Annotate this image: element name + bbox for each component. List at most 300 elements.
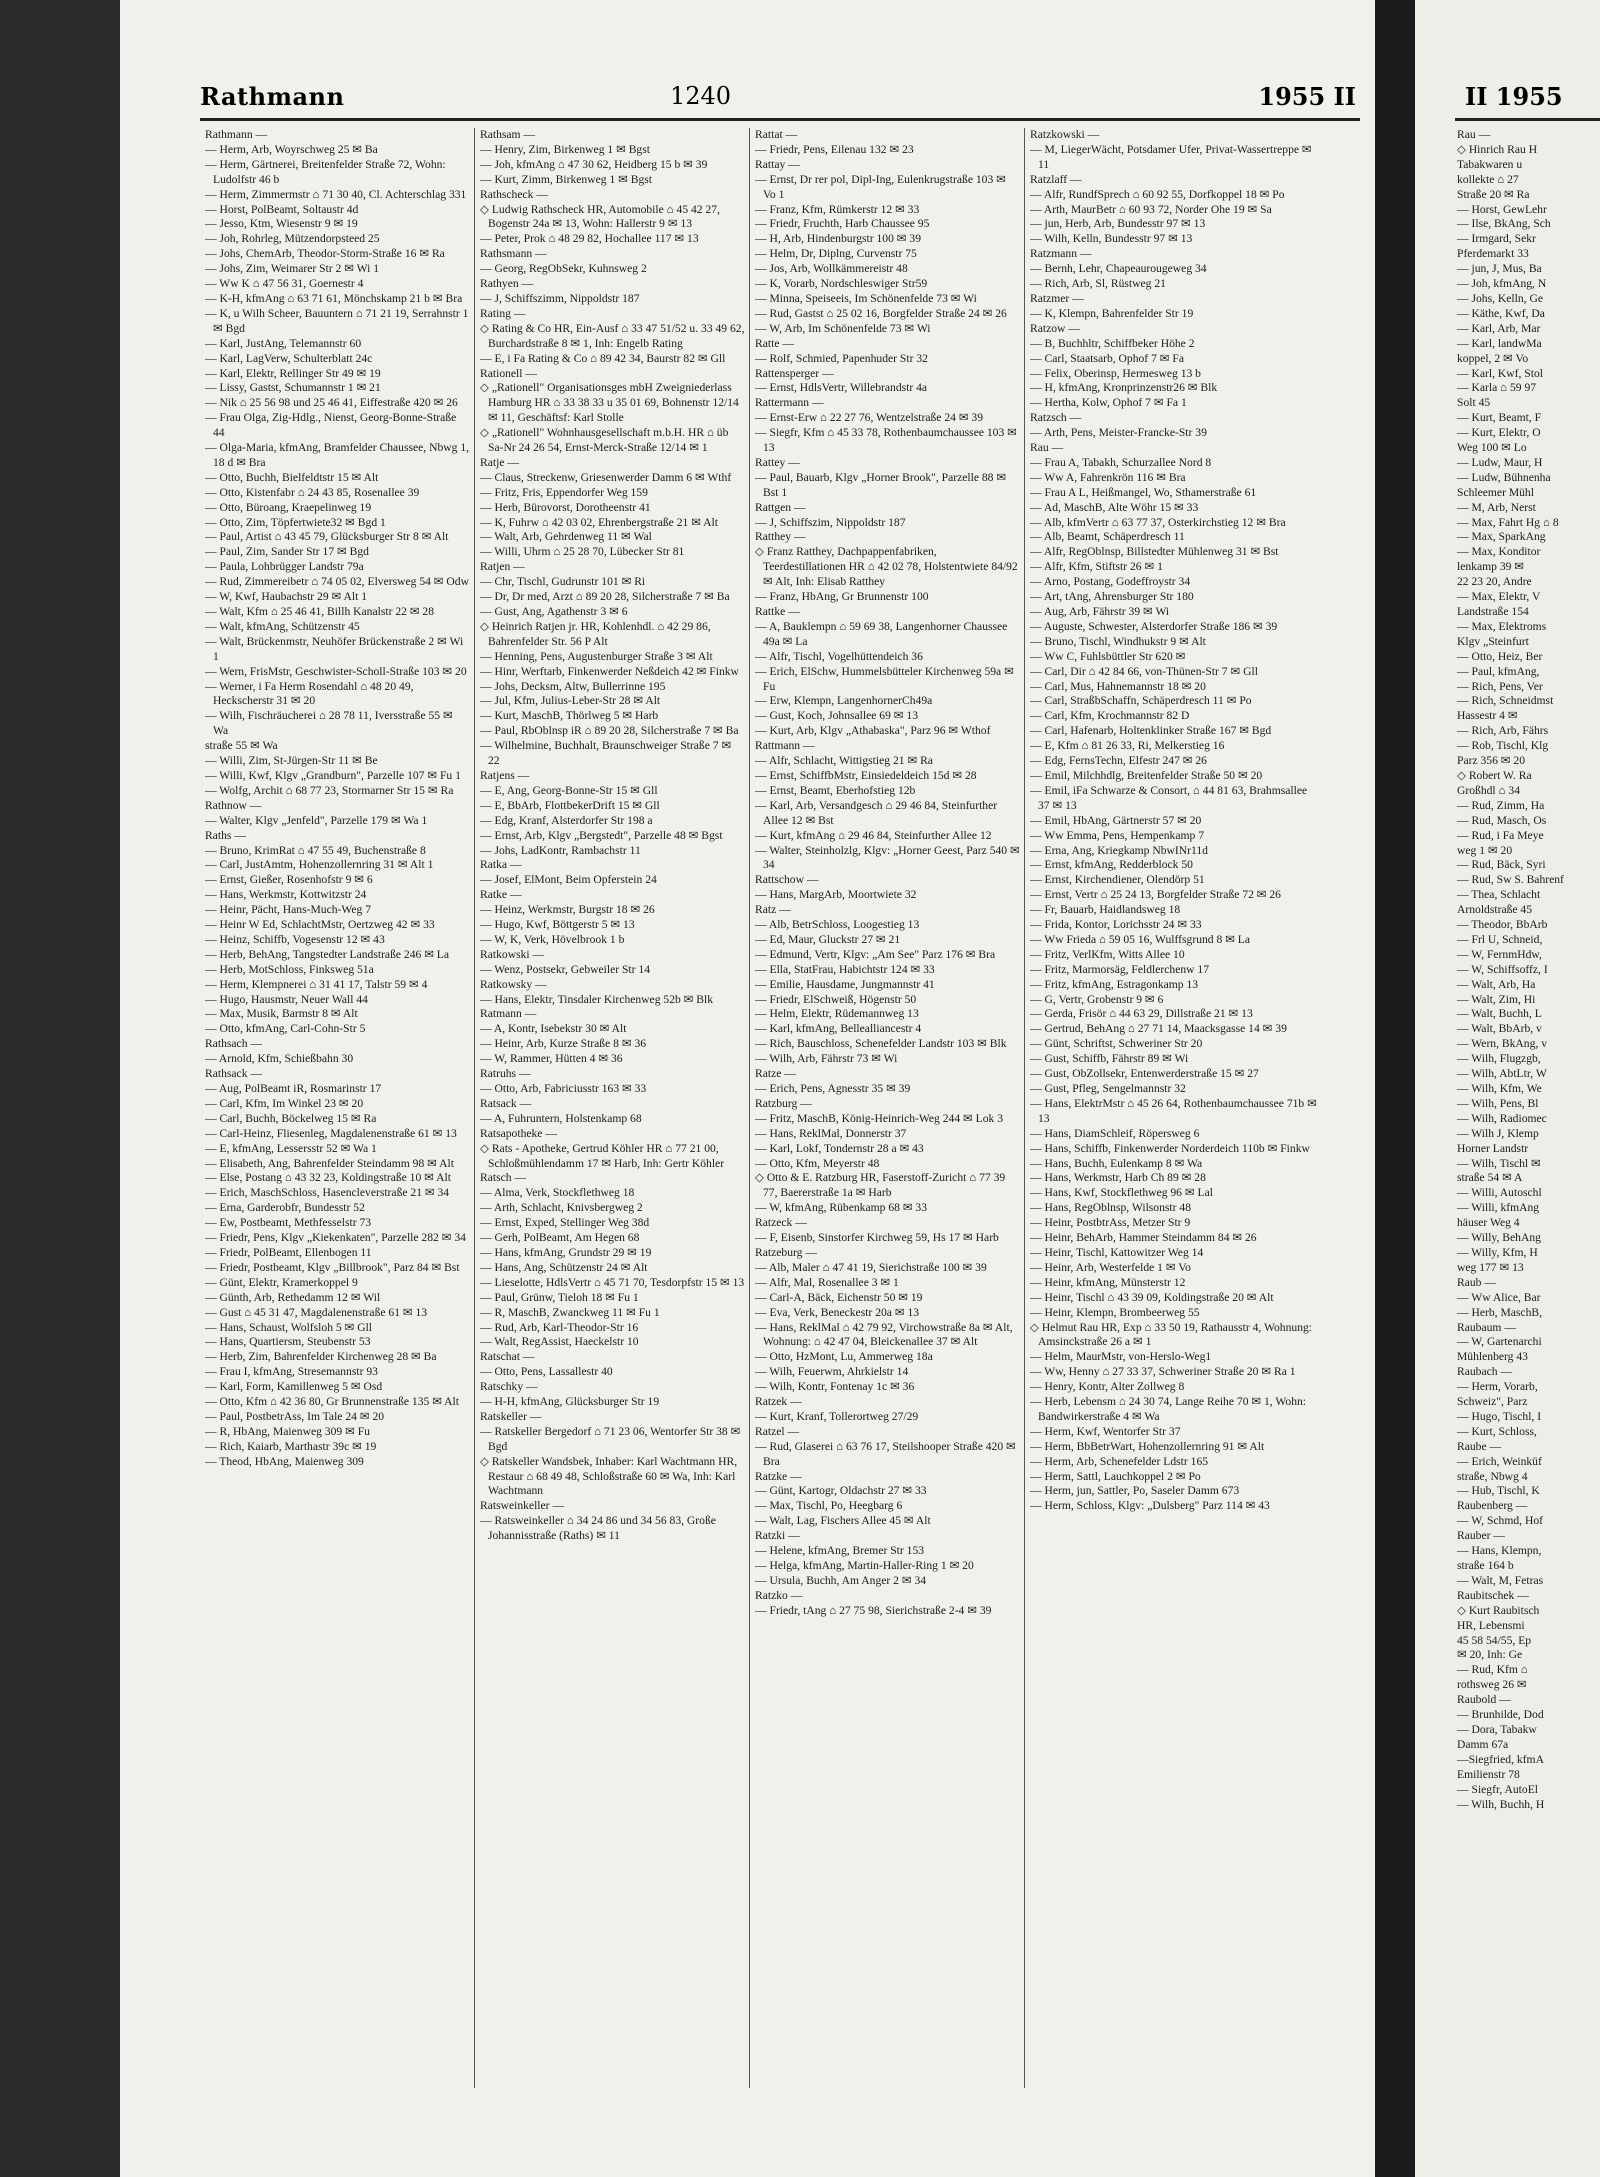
directory-entry: — Walter, Steinholzlg, Klgv: „Horner Geest, Parz 540 ✉ 34 [755,843,1020,872]
directory-entry: — Hugo, Kwf, Böttgerstr 5 ✉ 13 [480,918,635,932]
facing-page-line: 22 23 20, Andre [1457,575,1532,589]
facing-page-line: Tabakwaren u [1457,157,1523,171]
directory-entry: — Gust, ObZollsekr, Entenwerderstraße 15 ✉ 27 [1030,1067,1259,1081]
directory-entry: — Hugo, Hausmstr, Neuer Wall 44 [205,992,368,1006]
directory-entry: — Bruno, Tischl, Windhukstr 9 ✉ Alt [1030,634,1206,648]
surname-heading: Ratzel — [755,1424,800,1438]
facing-page-line: — Karl, Kwf, Stol [1457,366,1543,380]
directory-entry: — Hans, Kwf, Stockflethweg 96 ✉ Lal [1030,1186,1213,1200]
directory-entry: — Frau Olga, Zig-Hdlg., Nienst, Georg-Bonne-Straße 44 [205,411,457,440]
directory-entry: — Wenz, Postsekr, Gebweiler Str 14 [480,962,651,976]
directory-entry: — Ella, StatFrau, Habichtstr 124 ✉ 33 [755,962,935,976]
directory-entry: — Max, Tischl, Po, Heegbarg 6 [755,1499,903,1513]
directory-column-1 [205,128,470,2088]
directory-entry: — Edg, FernsTechn, Elfestr 247 ✉ 26 [1030,754,1207,768]
surname-heading: Rattat — [755,128,798,141]
surname-heading: Ratzki — [755,1529,800,1543]
directory-entry: — Otto, Pens, Lassallestr 40 [480,1365,613,1379]
directory-entry: — Georg, RegObSekr, Kuhnsweg 2 [480,262,647,276]
facing-page-line: — Rich, Arb, Fährs [1457,724,1549,738]
directory-entry: — Johs, LadKontr, Rambachstr 11 [480,843,641,857]
facing-page-line: — jun, J, Mus, Ba [1457,262,1542,276]
directory-entry: — Ad, MaschB, Alte Wöhr 15 ✉ 33 [1030,500,1199,514]
column-divider [749,128,750,2088]
surname-heading: Rathsam — [480,128,536,141]
facing-page-line: — Rud, Bäck, Syri [1457,858,1546,872]
directory-entry: — Nik ⌂ 25 56 98 und 25 46 41, Eiffestraße 420 ✉ 26 [205,396,458,410]
facing-page-line: — Dora, Tabakw [1457,1722,1537,1736]
surname-heading: Ratje — [480,455,519,469]
facing-page-line: — Rud, i Fa Meye [1457,828,1544,842]
surname-heading: Ratzkowski — [1030,128,1100,141]
facing-page-line: — Rud, Masch, Os [1457,813,1547,827]
directory-entry: — Gust, Pfleg, Sengelmannstr 32 [1030,1082,1186,1095]
facing-page-line: rothsweg 26 ✉ [1457,1678,1527,1692]
directory-entry: — A, Fuhruntern, Holstenkamp 68 [480,1111,642,1125]
directory-entry: — Carl, Kfm, Krochmannstr 82 D [1030,709,1190,723]
facing-page-line: — Theodor, BbArb [1457,918,1548,932]
facing-page-line: — Rich, Schneidmst [1457,694,1554,708]
directory-entry: — Bernh, Lehr, Chapeaurougeweg 34 [1030,262,1207,276]
surname-heading: Ratjens — [480,768,530,782]
facing-page-line: Raube — [1457,1439,1502,1453]
directory-entry: — Rich, Kaiarb, Marthastr 39c ✉ 19 [205,1439,377,1453]
facing-page-line: Parz 356 ✉ 20 [1457,754,1525,768]
facing-page-line: — Hans, Klempn, [1457,1544,1542,1558]
directory-entry: — Hans, Werkmstr, Kottwitzstr 24 [205,888,367,902]
facing-page-line: — Kurt, Beamt, F [1457,411,1542,425]
surname-heading: Ratte — [755,336,794,350]
directory-entry: ◇ Otto & E. Ratzburg HR, Faserstoff-Zuricht ⌂ 77 39 77, Baererstraße 1a ✉ Harb [755,1171,1006,1200]
directory-entry: — Peter, Prok ⌂ 48 29 82, Hochallee 117 ✉ 13 [480,232,699,246]
directory-entry: — J, Schiffszimm, Nippoldstr 187 [480,291,640,305]
directory-entry: — Rud, Glaserei ⌂ 63 76 17, Steilshooper Straße 420 ✉ Bra [755,1439,1016,1468]
directory-entry: — E, i Fa Rating & Co ⌂ 89 42 34, Baurstr 82 ✉ Gll [480,351,726,365]
directory-entry: — Friedr, PolBeamt, Ellenbogen 11 [205,1245,372,1259]
directory-entry: — Karl, Lokf, Tondernstr 28 a ✉ 43 [755,1141,924,1155]
directory-entry: — Wilh, Kelln, Bundesstr 97 ✉ 13 [1030,232,1193,246]
facing-page-line: straße, Nbwg 4 [1457,1469,1528,1483]
directory-entry: — Willi, Uhrm ⌂ 25 28 70, Lübecker Str 81 [480,545,685,559]
page-header [200,78,1360,121]
directory-entry: — Fritz, Fris, Eppendorfer Weg 159 [480,485,648,499]
directory-entry: — Elisabeth, Ang, Bahrenfelder Steindamm 98 ✉ Alt [205,1156,454,1170]
facing-page-line: ◇ Robert W. Ra [1457,768,1532,782]
facing-page-line: Rau — [1457,128,1491,141]
facing-page-line: — Paul, kfmAng, [1457,664,1540,678]
facing-page-line: — Herb, MaschB, [1457,1305,1543,1319]
facing-page-line: — Rich, Pens, Ver [1457,679,1543,693]
directory-entry: — Carl, StraßbSchaffn, Schäperdresch 11 ✉ Po [1030,694,1252,708]
directory-entry: — Günth, Arb, Rethedamm 12 ✉ Wil [205,1290,381,1304]
facing-page-line: Rauber — [1457,1529,1505,1543]
directory-entry: — Josef, ElMont, Beim Opferstein 24 [480,873,657,887]
facing-page-line: — Willi, kfmAng [1457,1201,1540,1215]
directory-entry: — Erna, Garderobfr, Bundesstr 52 [205,1201,365,1215]
directory-entry: — Arth, Pens, Meister-Francke-Str 39 [1030,426,1207,440]
directory-entry: — Erna, Ang, Kriegkamp NbwINr11d [1030,843,1208,857]
facing-page-line: Großhdl ⌂ 34 [1457,783,1520,797]
directory-entry: — Willi, Kwf, Klgv „Grandburn", Parzelle 107 ✉ Fu 1 [205,768,461,782]
facing-page-line: — Wilh, Radiomec [1457,1111,1547,1125]
surname-heading: Rathmann — [205,128,268,141]
directory-entry: — Arnold, Kfm, Schießbahn 30 [205,1052,354,1066]
facing-page-line: Straße 20 ✉ Ra [1457,187,1530,201]
directory-entry: — Herm, Schloss, Klgv: „Dulsberg" Parz 114 ✉ 43 [1030,1499,1270,1513]
surname-heading: Rau — [1030,441,1064,455]
directory-entry: — Gust, Ang, Agathenstr 3 ✉ 6 [480,605,628,618]
directory-entry: — Chr, Tischl, Gudrunstr 101 ✉ Ri [480,575,646,589]
directory-entry: — Herb, MotSchloss, Finksweg 51a [205,962,374,976]
directory-entry: — Günt, Kartogr, Oldachstr 27 ✉ 33 [755,1484,927,1498]
directory-entry: — Gust ⌂ 45 31 47, Magdalenenstraße 61 ✉ 13 [205,1305,428,1319]
facing-page-line: ◇ Hinrich Rau H [1457,142,1538,156]
directory-entry: ◇ Helmut Rau HR, Exp ⌂ 33 50 19, Rathausstr 4, Wohnung: Amsinckstraße 26 a ✉ 1 [1030,1320,1313,1349]
directory-entry: — Rolf, Schmied, Papenhuder Str 32 [755,351,928,365]
directory-entry: — Carl, Staatsarb, Ophof 7 ✉ Fa [1030,351,1184,365]
directory-entry: — Hans, ReklMal ⌂ 42 79 92, Virchowstraße 8a ✉ Alt, Wohnung: ⌂ 42 47 04, Bleickenallee 37 ✉ Alt [755,1320,1013,1349]
directory-entry: — Bruno, KrimRat ⌂ 47 55 49, Buchenstraße 8 [205,843,426,857]
surname-heading: Ratkowsky — [480,977,547,991]
directory-entry: ◇ Heinrich Ratjen jr. HR, Kohlenhdl. ⌂ 42 29 86, Bahrenfelder Str. 56 P Alt [480,619,711,648]
facing-page-line: ✉ 20, Inh: Ge [1457,1648,1523,1662]
directory-entry: — Helm, Elektr, Rüdemannweg 13 [755,1007,919,1021]
directory-entry: — F, Eisenb, Sinstorfer Kirchweg 59, Hs 17 ✉ Harb [755,1231,999,1245]
facing-page-line: — Walt, BbArb, v [1457,1022,1542,1036]
directory-entry: — Jul, Kfm, Julius-Leber-Str 28 ✉ Alt [480,694,661,708]
directory-entry: — Hans, Werkmstr, Harb Ch 89 ✉ 28 [1030,1171,1206,1185]
directory-entry: — Heinr, Tischl, Kattowitzer Weg 14 [1030,1245,1204,1259]
facing-page-line: — Willy, Kfm, H [1457,1245,1538,1259]
directory-entry: — Wilhelmine, Buchhalt, Braunschweiger Straße 7 ✉ 22 [480,739,732,768]
directory-entry: — Otto, Kfm ⌂ 42 36 80, Gr Brunnenstraße 135 ✉ Alt [205,1395,459,1409]
directory-entry: — Ursula, Buchh, Am Anger 2 ✉ 34 [755,1573,927,1587]
directory-entry: — Wilh, Fischräucherei ⌂ 28 78 11, Iversstraße 55 ✉ Wa [205,709,453,738]
directory-entry: — Alma, Verk, Stockflethweg 18 [480,1186,635,1200]
directory-entry: — Walter, Klgv „Jenfeld", Parzelle 179 ✉ Wa 1 [205,813,428,827]
directory-entry: — Hans, Ang, Schützenstr 24 ✉ Alt [480,1260,648,1274]
directory-entry: — E, kfmAng, Lessersstr 52 ✉ Wa 1 [205,1141,377,1155]
surname-heading: Rattensperger — [755,366,834,380]
directory-entry: — Edmund, Vertr, Klgv: „Am See" Parz 176 ✉ Bra [755,947,996,961]
directory-entry: — Ww A, Fahrenkrön 116 ✉ Bra [1030,470,1186,484]
directory-entry: — K, Fuhrw ⌂ 42 03 02, Ehrenbergstraße 21 ✉ Alt [480,515,718,529]
directory-entry: — Friedr, Fruchth, Harb Chaussee 95 [755,217,930,231]
facing-page-line: Solt 45 [1457,396,1491,410]
surname-heading: Ratzke — [755,1469,802,1483]
directory-entry: — Felix, Oberinsp, Hermesweg 13 b [1030,366,1201,380]
directory-entry: — E, BbArb, FlottbekerDrift 15 ✉ Gll [480,798,660,812]
directory-entry: — Ratskeller Bergedorf ⌂ 71 23 06, Wentorfer Str 38 ✉ Bgd [480,1424,741,1453]
directory-entry: — Frau A, Tabakh, Schurzallee Nord 8 [1030,455,1212,469]
surname-heading: Rattey — [755,455,800,469]
facing-page-line: — W, FernmHdw, [1457,947,1542,961]
directory-entry: — Emil, iFa Schwarze & Consort, ⌂ 44 81 63, Brahmsallee 37 ✉ 13 [1030,783,1308,812]
directory-entry: — Art, tAng, Ahrensburger Str 180 [1030,590,1194,604]
page-number: 1240 [670,82,732,110]
facing-header-year: II 1955 [1465,82,1563,111]
directory-entry: — Otto, kfmAng, Carl-Cohn-Str 5 [205,1022,366,1036]
directory-entry: — Helga, kfmAng, Martin-Haller-Ring 1 ✉ 20 [755,1559,974,1572]
facing-page-line: Raubach — [1457,1365,1513,1379]
directory-entry: — G, Vertr, Grobenstr 9 ✉ 6 [1030,992,1164,1006]
directory-entry: — Kurt, Arb, Klgv „Athabaska", Parz 96 ✉ Wthof [755,724,991,738]
directory-entry: — Fritz, Marmorsäg, Feldlerchenw 17 [1030,962,1210,976]
surname-heading: Rattschow — [755,873,819,887]
directory-entry: — A, Kontr, Isebekstr 30 ✉ Alt [480,1022,627,1036]
directory-entry: — Wolfg, Archit ⌂ 68 77 23, Stormarner Str 15 ✉ Ra [205,783,454,797]
directory-entry: — Friedr, Postbeamt, Klgv „Billbrook", Parz 84 ✉ Bst [205,1260,460,1274]
directory-entry: — Helm, Dr, Diplng, Curvenstr 75 [755,247,917,261]
directory-entry: — W, Kwf, Haubachstr 29 ✉ Alt 1 [205,590,368,604]
facing-page-line: — Frl U, Schneid, [1457,932,1543,946]
facing-page-line: Emilienstr 78 [1457,1767,1520,1781]
directory-entry: — Edg, Kranf, Alsterdorfer Str 198 a [480,813,653,827]
directory-entry: — Emilie, Hausdame, Jungmannstr 41 [755,977,935,991]
directory-entry: — Ww Emma, Pens, Hempenkamp 7 [1030,828,1204,842]
directory-entry: — Else, Postang ⌂ 43 32 23, Koldingstraße 10 ✉ Alt [205,1171,451,1185]
directory-entry: — W, Arb, Im Schönenfelde 73 ✉ Wi [755,321,931,335]
surname-heading: Rattermann — [755,396,824,410]
directory-entry: — Johs, Decksm, Altw, Bullerrinne 195 [480,679,666,693]
directory-entry: — Fritz, kfmAng, Estragonkamp 13 [1030,977,1199,991]
directory-entry: — Carl, JustAmtm, Hohenzollernring 31 ✉ Alt 1 [205,858,434,872]
directory-entry: — Joh, Rohrleg, Mützendorpsteed 25 [205,232,380,246]
directory-entry: ◇ Rating & Co HR, Ein-Ausf ⌂ 33 47 51/52 u. 33 49 62, Burchardstraße 8 ✉ 1, Inh: Engelb Rating [480,321,745,350]
facing-page-line: 45 58 54/55, Ep [1457,1633,1532,1647]
directory-entry: — Friedr, Pens, Klgv „Kiekenkaten", Parzelle 282 ✉ 34 [205,1231,466,1245]
directory-entry: — Hans, kfmAng, Grundstr 29 ✉ 19 [480,1245,652,1259]
surname-heading: Ratze — [755,1067,796,1081]
directory-entry: — E, Kfm ⌂ 81 26 33, Ri, Melkerstieg 16 [1030,739,1225,753]
directory-column-4 [1030,128,1320,2088]
facing-page-line: Weg 100 ✉ Lo [1457,441,1527,455]
directory-entry: — Carl, Kfm, Im Winkel 23 ✉ 20 [205,1096,364,1110]
directory-entry: — Rud, Gastst ⌂ 25 02 16, Borgfelder Straße 24 ✉ 26 [755,306,1007,320]
directory-entry: — Frida, Kontor, Lorichsstr 24 ✉ 33 [1030,918,1202,932]
directory-entry: — Ww K ⌂ 47 56 31, Goernestr 4 [205,277,364,291]
directory-entry: — Alb, BetrSchloss, Loogestieg 13 [755,918,920,932]
facing-page-line: — M, Arb, Nerst [1457,500,1536,514]
facing-page-line: Raubitschek — [1457,1588,1529,1602]
directory-entry: ◇ „Rationell" Wohnhausgesellschaft m.b.H. HR ⌂ üb Sa-Nr 24 26 54, Ernst-Merck-Straße 12/14 ✉ 1 [480,426,729,455]
directory-entry: — Heinz, Werkmstr, Burgstr 18 ✉ 26 [480,903,655,917]
facing-page-line: weg 1 ✉ 20 [1457,843,1513,857]
surname-heading: Ratruhs — [480,1067,531,1081]
directory-entry: — Karl, Elektr, Rellinger Str 49 ✉ 19 [205,366,381,380]
facing-page-line: — Wilh, Kfm, We [1457,1082,1542,1095]
surname-heading: Ratkowski — [480,947,545,961]
directory-entry: — Friedr, ElSchweiß, Högenstr 50 [755,992,917,1006]
directory-entry: — K, Klempn, Bahrenfelder Str 19 [1030,306,1194,320]
directory-entry: — Ernst, Exped, Stellinger Weg 38d [480,1216,650,1230]
directory-entry: — Herm, Arb, Woyrschweg 25 ✉ Ba [205,142,378,156]
directory-entry: — Herm, Gärtnerei, Breitenfelder Straße 72, Wohn: Ludolfstr 46 b [205,157,446,186]
surname-heading: Ratschky — [480,1380,538,1394]
facing-page-line: — Rud, Sw S. Bahrenf [1457,873,1564,887]
directory-entry: — Siegfr, Kfm ⌂ 45 33 78, Rothenbaumchaussee 103 ✉ 13 [755,426,1017,455]
surname-heading: Rating — [480,306,526,320]
directory-entry: — Herb, Lebensm ⌂ 24 30 74, Lange Reihe 70 ✉ 1, Wohn: Bandwirkerstraße 4 ✉ Wa [1030,1395,1307,1423]
facing-page-line: — Irmgard, Sekr [1457,232,1536,246]
directory-entry: — Henning, Pens, Augustenburger Straße 3 ✉ Alt [480,649,713,663]
facing-page-line: häuser Weg 4 [1457,1216,1520,1230]
directory-entry: — Hans, ReklMal, Donnerstr 37 [755,1126,907,1140]
directory-entry: — Carl-A, Bäck, Eichenstr 50 ✉ 19 [755,1290,923,1304]
directory-entry: — Henry, Zim, Birkenweg 1 ✉ Bgst [480,142,650,156]
facing-page-line: — Johs, Kelln, Ge [1457,291,1543,305]
directory-entry: — Otto, Buchh, Bielfeldtstr 15 ✉ Alt [205,470,379,484]
facing-page-line: kollekte ⌂ 27 [1457,172,1519,186]
directory-column-3 [755,128,1020,2088]
facing-page-line: — Wilh, Pens, Bl [1457,1096,1539,1110]
directory-entry: — Fritz, VerlKfm, Witts Allee 10 [1030,947,1185,961]
directory-entry: — Walt, Arb, Gehrdenweg 11 ✉ Wal [480,530,652,544]
directory-entry: — Kurt, Zimm, Birkenweg 1 ✉ Bgst [480,172,653,186]
surname-heading: Ratjen — [480,560,525,574]
directory-entry: — Herm, Kwf, Wentorfer Str 37 [1030,1424,1181,1438]
directory-entry: straße 55 ✉ Wa [205,739,278,753]
directory-entry: — Ed, Maur, Gluckstr 27 ✉ 21 [755,932,901,946]
directory-entry: — Karl, LagVerw, Schulterblatt 24c [205,351,373,365]
directory-entry: — Franz, HbAng, Gr Brunnenstr 100 [755,590,929,604]
directory-entry: — Walt, Lag, Fischers Allee 45 ✉ Alt [755,1514,931,1528]
directory-entry: — Gust, Schiffb, Fährstr 89 ✉ Wi [1030,1052,1189,1066]
directory-entry: — Hans, Schiffb, Finkenwerder Norderdeich 110b ✉ Finkw [1030,1141,1310,1155]
directory-entry: — H-H, kfmAng, Glücksburger Str 19 [480,1395,660,1409]
directory-entry: — Ww Frieda ⌂ 59 05 16, Wulffsgrund 8 ✉ La [1030,932,1251,946]
facing-page-line: — Wilh, Buchh, H [1457,1797,1545,1811]
facing-page-line: — Ludw, Bühnenha [1457,470,1551,484]
facing-page-line: — Hugo, Tischl, I [1457,1409,1542,1423]
directory-entry: — Jesso, Ktm, Wiesenstr 9 ✉ 19 [205,217,358,231]
directory-entry: — Heinr, Tischl ⌂ 43 39 09, Koldingstraße 20 ✉ Alt [1030,1290,1274,1304]
header-surname-range: Rathmann [200,82,345,111]
directory-entry: — Walt, Brückenmstr, Neuhöfer Brückenstraße 2 ✉ Wi 1 [205,634,464,663]
facing-page-line: — Käthe, Kwf, Da [1457,306,1545,320]
directory-entry: — Paula, Lohbrügger Landstr 79a [205,560,364,574]
directory-entry: — Gerda, Frisör ⌂ 44 63 29, Dillstraße 21 ✉ 13 [1030,1007,1253,1021]
directory-entry: — Helm, MaurMstr, von-Herslo-Weg1 [1030,1350,1212,1364]
directory-entry: — Paul, Zim, Sander Str 17 ✉ Bgd [205,545,369,559]
facing-page-line: — Hub, Tischl, K [1457,1484,1540,1498]
directory-entry: — Herb, Zim, Bahrenfelder Kirchenweg 28 ✉ Ba [205,1350,437,1364]
directory-entry: — Ernst, HdlsVertr, Willebrandstr 4a [755,381,928,395]
surname-heading: Ratsack — [480,1096,532,1110]
surname-heading: Ratzow — [1030,321,1080,335]
directory-entry: — Heinr, Arb, Kurze Straße 8 ✉ 36 [480,1037,647,1051]
surname-heading: Ratzek — [755,1395,802,1409]
facing-page-line: koppel, 2 ✉ Vo [1457,351,1529,365]
surname-heading: Rathsmann — [480,247,547,261]
directory-entry: — Hans, MargArb, Moortwiete 32 [755,888,917,902]
directory-entry: — Arth, Schlacht, Knivsbergweg 2 [480,1201,643,1215]
directory-entry: — Erich, Pens, Agnesstr 35 ✉ 39 [755,1082,911,1095]
facing-page-line: — Walt, Zim, Hi [1457,992,1536,1006]
directory-entry: — A, Bauklempn ⌂ 59 69 38, Langenhorner Chaussee 49a ✉ La [755,619,1008,648]
directory-entry: — Friedr, Pens, Eilenau 132 ✉ 23 [755,142,914,156]
facing-page-line: — Rud, Zimm, Ha [1457,798,1545,812]
directory-entry: — Paul, PostbetrAss, Im Tale 24 ✉ 20 [205,1409,385,1423]
facing-page-header [1455,78,1600,121]
facing-page-edge [1415,0,1600,2177]
directory-entry: ◇ Franz Ratthey, Dachpappenfabriken, Teerdestillationen HR ⌂ 42 02 78, Holstentwiete 84/92 ✉ Alt, Inh: Elisab Ratthey [755,545,1018,589]
facing-page-line: — Karl, Arb, Mar [1457,321,1541,335]
directory-entry: — Rich, Bauschloss, Schenefelder Landstr 103 ✉ Blk [755,1037,1007,1051]
directory-entry: — Carl, Mus, Hahnemannstr 18 ✉ 20 [1030,679,1206,693]
directory-entry: — Karl, JustAng, Telemannstr 60 [205,336,362,350]
directory-entry: — Erw, Klempn, LangenhornerCh49a [755,694,933,708]
directory-entry: — Kurt, MaschB, Thörlweg 5 ✉ Harb [480,709,659,723]
directory-entry: — Wilh, Kontr, Fontenay 1c ✉ 36 [755,1380,915,1394]
column-divider [1024,128,1025,2088]
directory-entry: — Willi, Zim, St-Jürgen-Str 11 ✉ Be [205,754,378,768]
directory-entry: — Fritz, MaschB, König-Heinrich-Weg 244 ✉ Lok 3 [755,1111,1004,1125]
facing-page-line: weg 177 ✉ 13 [1457,1260,1524,1274]
directory-entry: — Herm, BbBetrWart, Hohenzollernring 91 ✉ Alt [1030,1439,1265,1453]
directory-entry: — Erich, MaschSchloss, Hasencleverstraße 21 ✉ 34 [205,1186,450,1200]
facing-page-line: ◇ Kurt Raubitsch [1457,1603,1540,1617]
directory-entry: — Rud, Zimmereibetr ⌂ 74 05 02, Elversweg 54 ✉ Odw [205,575,469,589]
directory-entry: — Heinz, Schiffb, Vogesenstr 12 ✉ 43 [205,932,385,946]
directory-entry: — Jos, Arb, Wollkämmereistr 48 [755,262,908,276]
directory-entry: — Heinr W Ed, SchlachtMstr, Oertzweg 42 ✉ 33 [205,918,435,932]
facing-page-line: Raubaum — [1457,1320,1516,1334]
column-divider [474,128,475,2088]
directory-entry: — Ernst-Erw ⌂ 22 27 76, Wentzelstraße 24 ✉ 39 [755,411,984,425]
directory-entry: — Ernst, Gießer, Rosenhofstr 9 ✉ 6 [205,873,373,887]
directory-entry: — Ernst, SchiffbMstr, Einsiedeldeich 15d ✉ 28 [755,768,977,782]
facing-page-line: — Rud, Kfm ⌂ [1457,1663,1528,1677]
directory-entry: — Hans, ElektrMstr ⌂ 45 26 64, Rothenbaumchaussee 71b ✉ 13 [1030,1096,1317,1125]
directory-entry: — Frau I, kfmAng, Stresemannstr 93 [205,1365,378,1379]
directory-entry: — Dr, Dr med, Arzt ⌂ 89 20 28, Silcherstraße 7 ✉ Ba [480,590,730,604]
surname-heading: Ratzko — [755,1588,803,1602]
directory-entry: — Joh, kfmAng ⌂ 47 30 62, Heidberg 15 b ✉ 39 [480,157,708,171]
surname-heading: Ratsweinkeller — [480,1499,565,1513]
directory-entry: — Rich, Arb, Sl, Rüstweg 21 [1030,277,1166,291]
directory-entry: — Alb, Beamt, Schäperdresch 11 [1030,530,1185,544]
directory-entry: ◇ Ratskeller Wandsbek, Inhaber: Karl Wachtmann HR, Restaur ⌂ 68 49 48, Schloßstraße 60 ✉ Wa, Inh: Karl Wachtmann [480,1454,738,1498]
facing-page-line: — Herm, Vorarb, [1457,1380,1538,1394]
directory-entry: — Theod, HbAng, Maienweg 309 [205,1454,364,1468]
directory-entry: — Hans, Quartiersm, Steubenstr 53 [205,1335,371,1349]
directory-entry: — R, HbAng, Maienweg 309 ✉ Fu [205,1424,370,1438]
directory-entry: — Hans, DiamSchleif, Röpersweg 6 [1030,1126,1200,1140]
directory-entry: — Johs, Zim, Weimarer Str 2 ✉ Wi 1 [205,262,380,276]
facing-page-line: straße 164 b [1457,1559,1514,1572]
directory-entry: — Ernst, Arb, Klgv „Bergstedt", Parzelle 48 ✉ Bgst [480,828,723,842]
facing-page-line: — Max, Fahrt Hg ⌂ 8 [1457,515,1559,529]
facing-page-line: Horner Landstr [1457,1141,1529,1155]
directory-entry: — Emil, Milchhdlg, Breitenfelder Straße 50 ✉ 20 [1030,768,1263,782]
directory-entry: — K-H, kfmAng ⌂ 63 71 61, Mönchskamp 21 b ✉ Bra [205,291,463,305]
facing-page-line: — Wilh, AbtLtr, W [1457,1067,1547,1081]
directory-entry: — Alfr, RegOblnsp, Billstedter Mühlenweg 31 ✉ Bst [1030,545,1279,559]
directory-entry: — B, Buchhltr, Schiffbeker Höhe 2 [1030,336,1195,350]
directory-entry: — Alb, kfmVertr ⌂ 63 77 37, Osterkirchstieg 12 ✉ Bra [1030,515,1286,529]
directory-entry: — Ww, Henny ⌂ 27 33 37, Schweriner Straße 20 ✉ Ra 1 [1030,1365,1296,1379]
surname-heading: Rationell — [480,366,537,380]
directory-entry: — K, Vorarb, Nordschleswiger Str59 [755,277,928,291]
surname-heading: Ratsch — [480,1171,527,1185]
directory-entry: — W, kfmAng, Rübenkamp 68 ✉ 33 [755,1201,928,1215]
surname-heading: Rattmann — [755,739,815,753]
directory-entry: — Carl, Dir ⌂ 42 84 66, von-Thünen-Str 7 ✉ Gll [1030,664,1258,678]
facing-page-line: — Wern, BkAng, v [1457,1037,1547,1051]
directory-entry: — Carl, Hafenarb, Holtenklinker Straße 167 ✉ Bgd [1030,724,1272,738]
directory-entry: — Minna, Speiseeis, Im Schönenfelde 73 ✉ Wi [755,291,977,305]
